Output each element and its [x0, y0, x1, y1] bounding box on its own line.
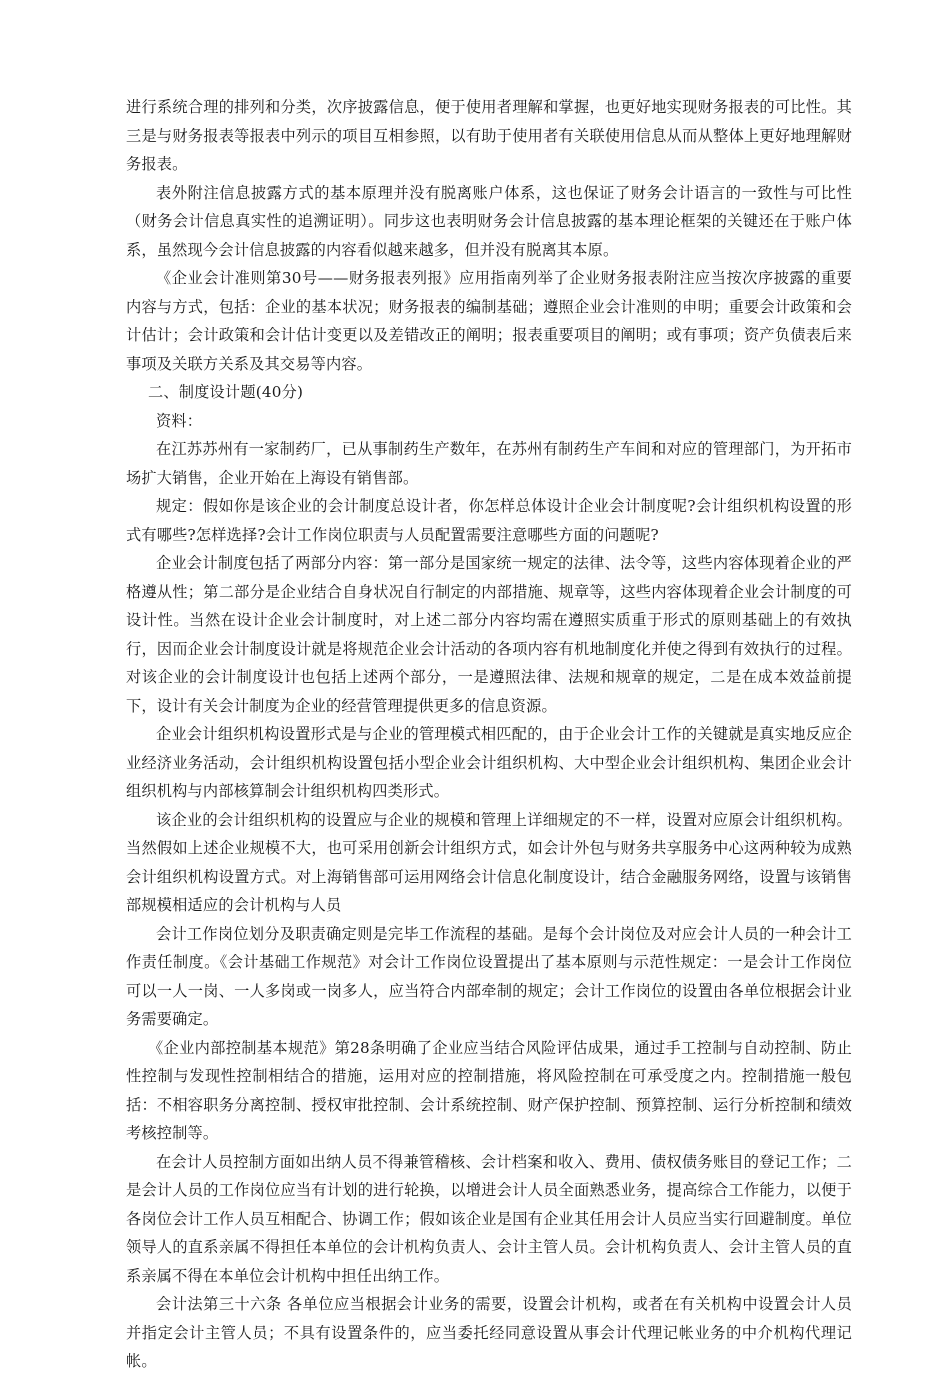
question-paragraph: 规定：假如你是该企业的会计制度总设计者，你怎样总体设计企业会计制度呢?会计组织机构设置的形式有哪些?怎样选择?会计工作岗位职责与人员配置需要注意哪些方面的问题呢? — [126, 497, 852, 544]
document-page — [126, 93, 852, 1376]
paragraph: 在会计人员控制方面如出纳人员不得兼管稽核、会计档案和收入、费用、债权债务账目的登记工作；二是会计人员的工作岗位应当有计划的进行轮换，以增进会计人员全面熟悉业务，提高综合工作能力，以便于各岗位会计工作人员互相配合、协调工作；假如该企业是国有企业其任用会计人员应当实行回避制度。单位领导人的直系亲属不得担任本单位的会计机构负责人、会计主管人员。会计机构负责人、会计主管人员的直系亲属不得在本单位会计机构中担任出纳工作。 — [126, 1152, 852, 1285]
section-heading: 二、制度设计题(40分) — [148, 383, 304, 401]
material-label: 资料： — [156, 411, 203, 430]
paragraph: 在江苏苏州有一家制药厂，已从事制药生产数年，在苏州有制药生产车间和对应的管理部门，为开拓市场扩大销售，企业开始在上海设有销售部。 — [126, 440, 852, 487]
paragraph: 会计工作岗位划分及职责确定则是完毕工作流程的基础。是每个会计岗位及对应会计人员的一种会计工作责任制度。《会计基础工作规范》对会计工作岗位设置提出了基本原则与示范性规定：一是会计工作岗位可以一人一岗、一人多岗或一岗多人，应当符合内部牵制的规定；会计工作岗位的设置由各单位根据会计业务需要确定。 — [126, 924, 852, 1028]
paragraph: 该企业的会计组织机构的设置应与企业的规模和管理上详细规定的不一样，设置对应原会计组织机构。当然假如上述企业规模不大，也可采用创新会计组织方式，如会计外包与财务共享服务中心这两种较为成熟会计组织机构设置方式。对上海销售部可运用网络会计信息化制度设计，结合金融服务网络，设置与该销售部规模相适应的会计机构与人员 — [126, 810, 852, 914]
paragraph: 《企业内部控制基本规范》第28条明确了企业应当结合风险评估成果，通过手工控制与自动控制、防止性控制与发现性控制相结合的措施，运用对应的控制措施，将风险控制在可承受度之内。控制措施一般包括：不相容职务分离控制、授权审批控制、会计系统控制、财产保护控制、预算控制、运行分析控制和绩效考核控制等。 — [126, 1038, 852, 1142]
paragraph: 企业会计组织机构设置形式是与企业的管理模式相匹配的，由于企业会计工作的关键就是真实地反应企业经济业务活动，会计组织机构设置包括小型企业会计组织机构、大中型企业会计组织机构、集团企业会计组织机构与内部核算制会计组织机构四类形式。 — [126, 725, 852, 800]
paragraph: 企业会计制度包括了两部分内容：第一部分是国家统一规定的法律、法令等，这些内容体现着企业的严格遵从性；第二部分是企业结合自身状况自行制定的内部措施、规章等，这些内容体现着企业会计制度的可设计性。当然在设计企业会计制度时，对上述二部分内容均需在遵照实质重于形式的原则基础上的有效执行，因而企业会计制度设计就是将规范企业会计活动的各项内容有机地制度化并使之得到有效执行的过程。对该企业的会计制度设计也包括上述两个部分，一是遵照法律、法规和规章的规定，二是在成本效益前提下，设计有关会计制度为企业的经营管理提供更多的信息资源。 — [126, 554, 852, 715]
paragraph: 《企业会计准则第30号——财务报表列报》应用指南列举了企业财务报表附注应当按次序披露的重要内容与方式，包括：企业的基本状况；财务报表的编制基础；遵照企业会计准则的申明；重要会计政策和会计估计；会计政策和会计估计变更以及差错改正的阐明；报表重要项目的阐明；或有事项；资产负债表后来事项及关联方关系及其交易等内容。 — [126, 269, 852, 373]
paragraph: 表外附注信息披露方式的基本原理并没有脱离账户体系，这也保证了财务会计语言的一致性与可比性（财务会计信息真实性的追溯证明）。同步这也表明财务会计信息披露的基本理论框架的关键还在于账户体系，虽然现今会计信息披露的内容看似越来越多，但并没有脱离其本原。 — [126, 183, 852, 259]
paragraph: 会计法第三十六条 各单位应当根据会计业务的需要，设置会计机构，或者在有关机构中设置会计人员并指定会计主管人员；不具有设置条件的，应当委托经同意设置从事会计代理记帐业务的中介机构代理记帐。 — [126, 1295, 852, 1370]
paragraph: 进行系统合理的排列和分类，次序披露信息，便于使用者理解和掌握，也更好地实现财务报表的可比性。其三是与财务报表等报表中列示的项目互相参照，以有助于使用者有关联使用信息从而从整体上更好地理解财务报表。 — [126, 98, 852, 173]
